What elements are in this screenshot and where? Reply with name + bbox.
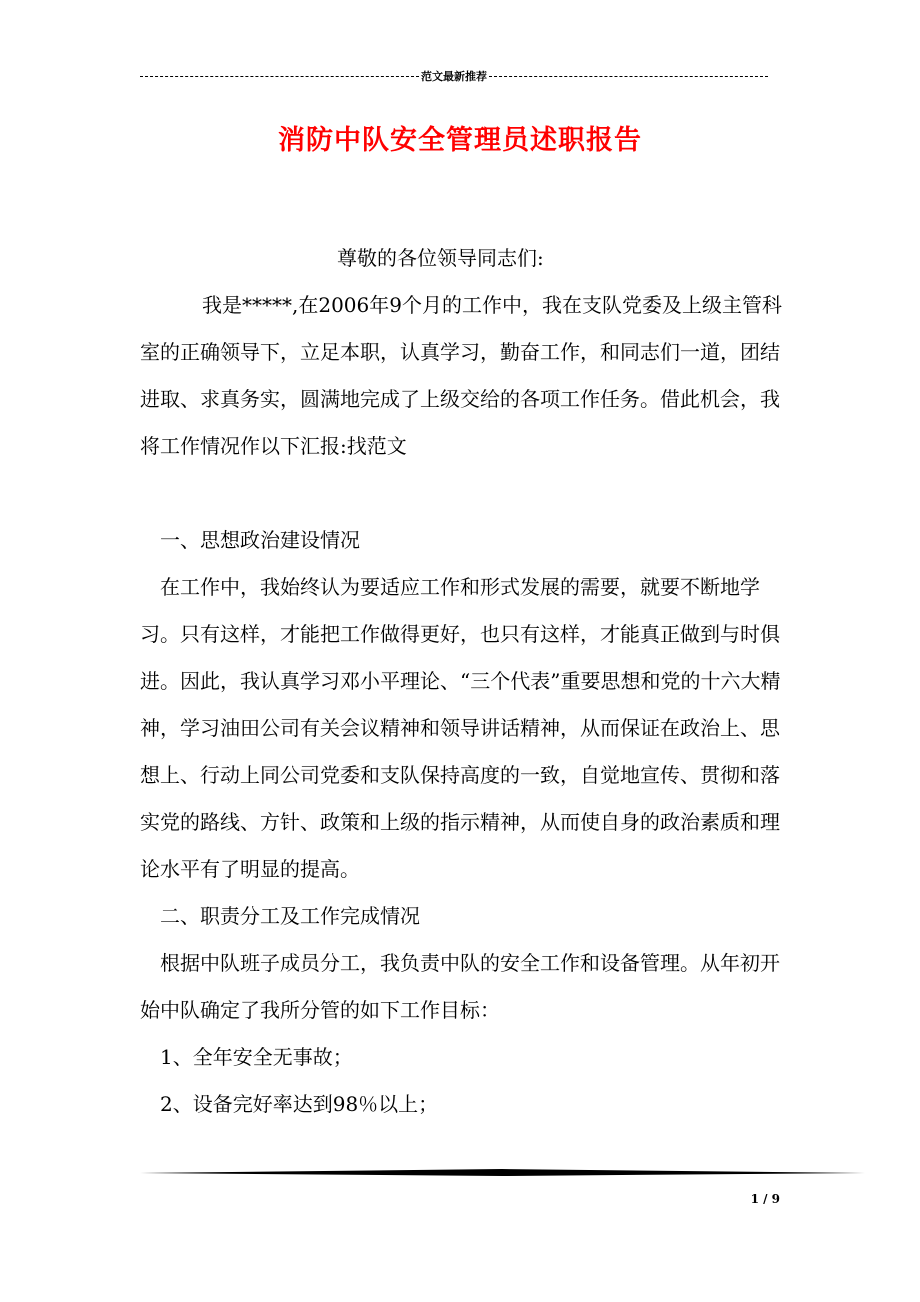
section-2-body: 根据中队班子成员分工，我负责中队的安全工作和设备管理。从年初开始中队确定了我所分管的如下工作目标： — [140, 951, 780, 1022]
page-number: 1 / 9 — [750, 1192, 780, 1206]
list-item-2: 2、设备完好率达到98％以上； — [160, 1092, 439, 1116]
paragraph-gap — [140, 470, 785, 517]
intro-paragraph: 我是*****,在2006年9个月的工作中，我在支队党委及上级主管科室的正确领导下，立足本职，认真学习，勤奋工作，和同志们一道，团结进取、求真务实，圆满地完成了上级交给的各项工作任务。借此机会，我将工作情况作以下汇报:找范文 — [140, 293, 782, 458]
section-2-heading: 二、职责分工及工作完成情况 — [160, 904, 420, 928]
document-body — [140, 235, 785, 1128]
section-1-heading: 一、思想政治建设情况 — [160, 528, 360, 552]
header-dash-left — [140, 76, 419, 77]
section-1-body: 在工作中，我始终认为要适应工作和形式发展的需要，就要不断地学习。只有这样，才能把工作做得更好，也只有这样，才能真正做到与时俱进。因此，我认真学习邓小平理论、“三个代表”重要思想和党的十六大精神，学习油田公司有关会议精神和领导讲话精神，从而保证在政治上、思想上、行动上同公司党委和支队保持高度的一致，自觉地宣传、贯彻和落实党的路线、方针、政策和上级的指示精神，从而使自身的政治素质和理论水平有了明显的提高。 — [140, 575, 781, 881]
list-item-1: 1、全年安全无事故； — [160, 1045, 353, 1069]
footer-rule — [140, 1168, 865, 1177]
header-rule — [140, 68, 768, 84]
salutation: 尊敬的各位领导同志们: — [337, 246, 544, 270]
document-title: 消防中队安全管理员述职报告 — [278, 125, 642, 156]
header-label: 范文最新推荐 — [421, 70, 487, 83]
header-dash-right — [489, 76, 768, 77]
